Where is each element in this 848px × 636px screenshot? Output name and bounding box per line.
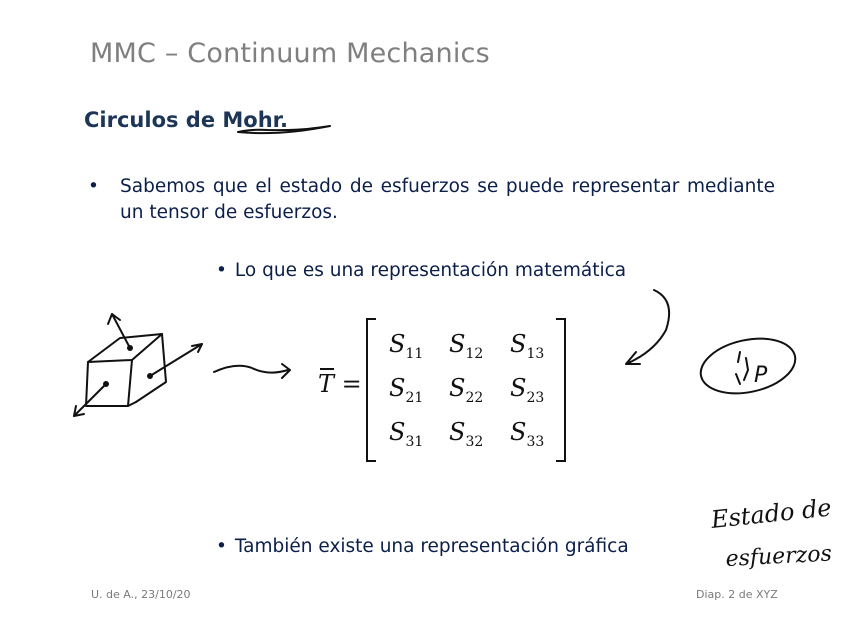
matrix-cell-s31: $S_{31}$ bbox=[389, 418, 424, 450]
curved-arrow bbox=[626, 290, 669, 364]
footer-institution-date: U. de A., 23/10/20 bbox=[91, 588, 191, 601]
matrix-cell-s13: $S_{13}$ bbox=[510, 330, 545, 362]
sub-bullet-dot: • bbox=[216, 536, 227, 557]
bullet-main-text: Sabemos que el estado de esfuerzos se puede representar mediante un tensor de esfuerzos. bbox=[120, 176, 775, 223]
slide-header-title: MMC – Continuum Mechanics bbox=[90, 38, 490, 69]
matrix-cell-s22: $S_{22}$ bbox=[449, 374, 484, 406]
section-title: Circulos de Mohr. bbox=[84, 108, 289, 132]
point-label-p: P bbox=[754, 363, 768, 388]
matrix-cell-s11: $S_{11}$ bbox=[389, 330, 424, 362]
matrix-cell-s21: $S_{21}$ bbox=[389, 374, 424, 406]
matrix-cell-s12: $S_{12}$ bbox=[449, 330, 484, 362]
matrix-cell-s23: $S_{23}$ bbox=[510, 374, 545, 406]
tensor-symbol: T bbox=[318, 370, 335, 398]
bullet-dot: • bbox=[88, 176, 99, 197]
matrix-cell-s33: $S_{33}$ bbox=[510, 418, 545, 450]
wavy-arrow bbox=[214, 364, 290, 378]
equals-sign: = bbox=[341, 370, 362, 398]
note-estado-de: Estado de bbox=[709, 493, 833, 534]
sub-bullet-graphic-text: También existe una representación gráfica bbox=[234, 536, 629, 557]
mohr-underline bbox=[238, 126, 330, 133]
matrix-cell-s32: $S_{32}$ bbox=[449, 418, 484, 450]
note-esfuerzos: esfuerzos bbox=[725, 541, 833, 572]
sub-bullet-math-text: Lo que es una representación matemática bbox=[234, 260, 627, 281]
sub-bullet-dot: • bbox=[216, 260, 227, 281]
footer-slide-number: Diap. 2 de XYZ bbox=[696, 588, 778, 601]
stress-cube-sketch bbox=[74, 314, 202, 416]
